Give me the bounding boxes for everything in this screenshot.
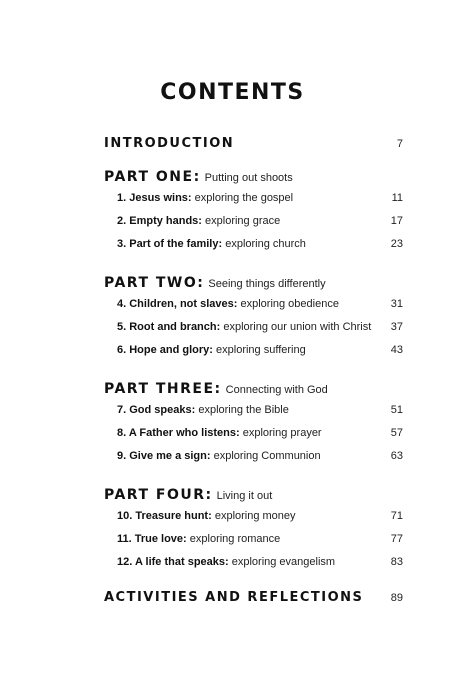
page-number: 43	[390, 344, 403, 356]
chapter-subtitle: exploring church	[225, 238, 306, 250]
chapter-title: 4. Children, not slaves:	[117, 298, 238, 310]
toc-introduction[interactable]	[0, 136, 465, 156]
chapter-subtitle: exploring Communion	[213, 450, 321, 462]
toc-entry[interactable]	[0, 402, 465, 422]
chapter-title: 10. Treasure hunt:	[117, 510, 212, 522]
toc-entry[interactable]	[0, 190, 465, 210]
chapter-subtitle: exploring suffering	[216, 344, 306, 356]
page-number: 89	[390, 592, 403, 604]
toc-entry[interactable]	[0, 508, 465, 528]
page-number: 77	[390, 533, 403, 545]
introduction-label: INTRODUCTION	[104, 136, 235, 151]
toc-entry[interactable]	[0, 531, 465, 551]
page-number: 71	[390, 510, 403, 522]
page-number: 37	[390, 321, 403, 333]
toc-entry[interactable]	[0, 342, 465, 362]
page-title: CONTENTS	[160, 80, 305, 105]
chapter-title: 3. Part of the family:	[117, 238, 223, 250]
chapter-title: 6. Hope and glory:	[117, 344, 213, 356]
chapter-title: 1. Jesus wins:	[117, 192, 192, 204]
part-label: PART FOUR:	[104, 487, 213, 503]
chapter-title: 11. True love:	[117, 533, 187, 545]
chapter-title: 7. God speaks:	[117, 404, 196, 416]
chapter-subtitle: exploring grace	[205, 215, 281, 227]
chapter-title: 9. Give me a sign:	[117, 450, 211, 462]
part-label: PART TWO:	[104, 275, 205, 291]
toc-entry[interactable]	[0, 319, 465, 339]
part-subtitle: Connecting with God	[225, 384, 328, 396]
toc-entry[interactable]	[0, 213, 465, 233]
part-label: PART THREE:	[104, 381, 222, 397]
page-number: 57	[390, 427, 403, 439]
chapter-title: 8. A Father who listens:	[117, 427, 240, 439]
part-subtitle: Living it out	[216, 490, 273, 502]
chapter-subtitle: exploring obedience	[240, 298, 339, 310]
page-number: 11	[391, 192, 403, 204]
toc-entry[interactable]	[0, 296, 465, 316]
chapter-subtitle: exploring romance	[189, 533, 281, 545]
page-number: 63	[390, 450, 403, 462]
part-label: PART ONE:	[104, 169, 201, 185]
chapter-subtitle: exploring the gospel	[194, 192, 294, 204]
chapter-title: 5. Root and branch:	[117, 321, 221, 333]
page-number: 7	[396, 138, 403, 150]
part-subtitle: Seeing things differently	[208, 278, 326, 290]
chapter-subtitle: exploring prayer	[242, 427, 322, 439]
chapter-subtitle: exploring our union with Christ	[223, 321, 372, 333]
chapter-subtitle: exploring money	[214, 510, 296, 522]
chapter-subtitle: exploring the Bible	[198, 404, 289, 416]
toc-entry[interactable]	[0, 236, 465, 256]
page-number: 51	[390, 404, 403, 416]
chapter-title: 2. Empty hands:	[117, 215, 202, 227]
activities-label: ACTIVITIES AND REFLECTIONS	[104, 590, 364, 605]
chapter-title: 12. A life that speaks:	[117, 556, 229, 568]
part-three-heading	[0, 378, 465, 398]
page-number: 31	[390, 298, 403, 310]
part-subtitle: Putting out shoots	[204, 172, 293, 184]
toc-entry[interactable]	[0, 554, 465, 574]
part-four-heading	[0, 484, 465, 504]
part-one-heading	[0, 166, 465, 186]
page-number: 17	[390, 215, 403, 227]
page-number: 83	[390, 556, 403, 568]
toc-entry[interactable]	[0, 425, 465, 445]
toc-activities[interactable]	[0, 590, 465, 610]
part-two-heading	[0, 272, 465, 292]
toc-entry[interactable]	[0, 448, 465, 468]
page-number: 23	[390, 238, 403, 250]
chapter-subtitle: exploring evangelism	[231, 556, 336, 568]
